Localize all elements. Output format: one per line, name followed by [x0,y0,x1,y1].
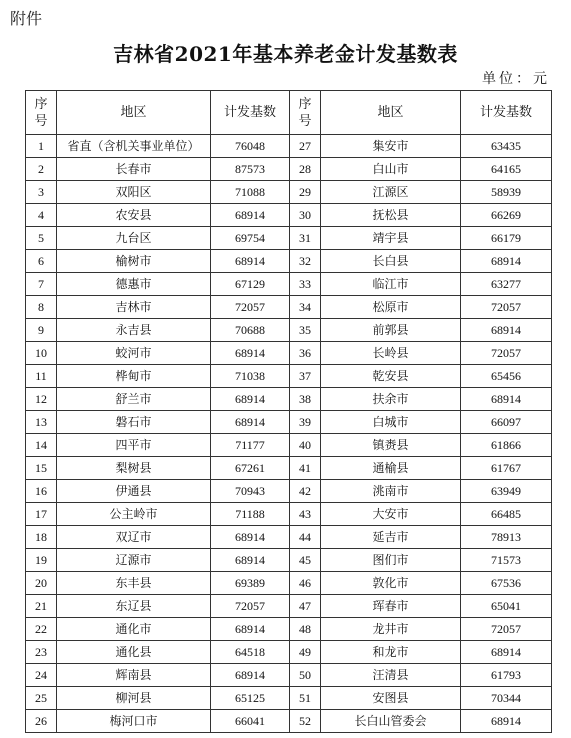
table-row [26,296,552,319]
table-row [26,204,552,227]
base-cell: 63949 [461,480,552,503]
base-header-left: 计发基数 [211,91,290,135]
base-cell: 69754 [211,227,290,250]
region-cell: 辉南县 [57,664,211,687]
table-row [26,434,552,457]
seq-cell: 16 [26,480,57,503]
base-cell: 68914 [461,250,552,273]
seq-cell: 13 [26,411,57,434]
seq-cell: 45 [290,549,321,572]
seq-cell: 51 [290,687,321,710]
region-cell: 吉林市 [57,296,211,319]
region-cell: 汪清县 [321,664,461,687]
base-cell: 68914 [461,641,552,664]
table-row [26,250,552,273]
region-cell: 梅河口市 [57,710,211,733]
region-cell: 桦甸市 [57,365,211,388]
seq-cell: 46 [290,572,321,595]
seq-cell: 42 [290,480,321,503]
base-cell: 68914 [211,618,290,641]
base-cell: 64165 [461,158,552,181]
document-title: 吉林省2021年基本养老金计发基数表 [113,42,458,66]
table-row [26,273,552,296]
base-cell: 64518 [211,641,290,664]
base-cell: 69389 [211,572,290,595]
region-cell: 通化县 [57,641,211,664]
region-cell: 长春市 [57,158,211,181]
attachment-label: 附件 [10,9,43,28]
base-cell: 72057 [211,296,290,319]
base-cell: 67129 [211,273,290,296]
seq-cell: 52 [290,710,321,733]
base-cell: 71038 [211,365,290,388]
base-cell: 65041 [461,595,552,618]
base-cell: 65125 [211,687,290,710]
base-cell: 78913 [461,526,552,549]
region-cell: 蛟河市 [57,342,211,365]
seq-cell: 24 [26,664,57,687]
base-cell: 70943 [211,480,290,503]
seq-cell: 41 [290,457,321,480]
table-body [26,135,552,733]
base-cell: 68914 [211,342,290,365]
base-cell: 87573 [211,158,290,181]
region-cell: 抚松县 [321,204,461,227]
seq-cell: 26 [26,710,57,733]
region-cell: 白城市 [321,411,461,434]
seq-cell: 33 [290,273,321,296]
base-cell: 65456 [461,365,552,388]
region-cell: 图们市 [321,549,461,572]
base-cell: 58939 [461,181,552,204]
table-row [26,480,552,503]
table-row [26,181,552,204]
base-header-right: 计发基数 [461,91,552,135]
region-cell: 长岭县 [321,342,461,365]
region-cell: 临江市 [321,273,461,296]
seq-cell: 43 [290,503,321,526]
table-row [26,135,552,158]
seq-cell: 36 [290,342,321,365]
seq-cell: 48 [290,618,321,641]
base-cell: 61793 [461,664,552,687]
seq-cell: 20 [26,572,57,595]
table-row [26,664,552,687]
region-cell: 省直（含机关事业单位） [57,135,211,158]
region-cell: 集安市 [321,135,461,158]
seq-cell: 37 [290,365,321,388]
region-cell: 龙井市 [321,618,461,641]
region-cell: 九台区 [57,227,211,250]
base-cell: 66485 [461,503,552,526]
base-cell: 67536 [461,572,552,595]
unit-label: 单位：元 [482,71,550,87]
region-cell: 安图县 [321,687,461,710]
seq-cell: 40 [290,434,321,457]
seq-cell: 49 [290,641,321,664]
table-row [26,503,552,526]
base-cell: 66179 [461,227,552,250]
region-cell: 和龙市 [321,641,461,664]
region-cell: 靖宇县 [321,227,461,250]
seq-cell: 30 [290,204,321,227]
base-cell: 68914 [211,204,290,227]
base-cell: 72057 [461,342,552,365]
region-header-left: 地区 [57,91,211,135]
seq-cell: 35 [290,319,321,342]
region-cell: 农安县 [57,204,211,227]
base-cell: 71188 [211,503,290,526]
seq-cell: 1 [26,135,57,158]
table-row [26,457,552,480]
region-cell: 公主岭市 [57,503,211,526]
seq-cell: 47 [290,595,321,618]
region-cell: 伊通县 [57,480,211,503]
region-header-right: 地区 [321,91,461,135]
seq-header-left [26,91,57,135]
base-cell: 71573 [461,549,552,572]
seq-cell: 7 [26,273,57,296]
base-cell: 68914 [211,526,290,549]
region-cell: 乾安县 [321,365,461,388]
table-row [26,342,552,365]
table-header-row [26,91,552,135]
table-row [26,618,552,641]
seq-cell: 19 [26,549,57,572]
region-cell: 辽源市 [57,549,211,572]
base-cell: 68914 [461,319,552,342]
seq-cell: 22 [26,618,57,641]
region-cell: 通榆县 [321,457,461,480]
region-cell: 东丰县 [57,572,211,595]
region-cell: 德惠市 [57,273,211,296]
base-cell: 66041 [211,710,290,733]
base-cell: 66269 [461,204,552,227]
seq-header-line2: 号 [34,113,48,129]
region-cell: 榆树市 [57,250,211,273]
table-row [26,158,552,181]
region-cell: 梨树县 [57,457,211,480]
seq-cell: 44 [290,526,321,549]
base-cell: 70688 [211,319,290,342]
seq-cell: 15 [26,457,57,480]
seq-cell: 17 [26,503,57,526]
region-cell: 长白县 [321,250,461,273]
table-row [26,319,552,342]
table-row [26,687,552,710]
seq-cell: 25 [26,687,57,710]
table-row [26,549,552,572]
region-cell: 双阳区 [57,181,211,204]
base-cell: 61767 [461,457,552,480]
region-cell: 通化市 [57,618,211,641]
table-row [26,641,552,664]
base-cell: 76048 [211,135,290,158]
region-cell: 永吉县 [57,319,211,342]
seq-cell: 31 [290,227,321,250]
base-cell: 63435 [461,135,552,158]
region-cell: 洮南市 [321,480,461,503]
base-cell: 68914 [211,549,290,572]
region-cell: 四平市 [57,434,211,457]
region-cell: 扶余市 [321,388,461,411]
seq-cell: 3 [26,181,57,204]
seq-cell: 6 [26,250,57,273]
base-cell: 68914 [461,388,552,411]
seq-cell: 5 [26,227,57,250]
seq-cell: 8 [26,296,57,319]
base-cell: 68914 [211,250,290,273]
seq-cell: 34 [290,296,321,319]
region-cell: 磐石市 [57,411,211,434]
pension-base-table [25,90,552,733]
region-cell: 双辽市 [57,526,211,549]
base-cell: 68914 [211,664,290,687]
seq-cell: 38 [290,388,321,411]
seq-cell: 11 [26,365,57,388]
table-row [26,365,552,388]
base-cell: 71088 [211,181,290,204]
base-cell: 68914 [211,411,290,434]
table-row [26,227,552,250]
seq-cell: 50 [290,664,321,687]
base-cell: 72057 [211,595,290,618]
seq-header-line1: 序 [298,96,312,112]
region-cell: 延吉市 [321,526,461,549]
base-cell: 66097 [461,411,552,434]
region-cell: 长白山管委会 [321,710,461,733]
base-cell: 72057 [461,618,552,641]
table-row [26,388,552,411]
base-cell: 67261 [211,457,290,480]
seq-cell: 2 [26,158,57,181]
seq-cell: 27 [290,135,321,158]
base-cell: 68914 [211,388,290,411]
base-cell: 71177 [211,434,290,457]
table-row [26,710,552,733]
region-cell: 柳河县 [57,687,211,710]
region-cell: 前郭县 [321,319,461,342]
base-cell: 63277 [461,273,552,296]
seq-cell: 23 [26,641,57,664]
region-cell: 白山市 [321,158,461,181]
seq-cell: 4 [26,204,57,227]
region-cell: 舒兰市 [57,388,211,411]
seq-cell: 29 [290,181,321,204]
seq-cell: 9 [26,319,57,342]
seq-header-right [290,91,321,135]
region-cell: 敦化市 [321,572,461,595]
base-cell: 70344 [461,687,552,710]
seq-cell: 10 [26,342,57,365]
table-row [26,526,552,549]
seq-cell: 32 [290,250,321,273]
seq-header-line2: 号 [298,113,312,129]
base-cell: 72057 [461,296,552,319]
table-row [26,595,552,618]
seq-cell: 12 [26,388,57,411]
seq-cell: 28 [290,158,321,181]
base-cell: 68914 [461,710,552,733]
region-cell: 大安市 [321,503,461,526]
base-cell: 61866 [461,434,552,457]
region-cell: 镇赉县 [321,434,461,457]
table-row [26,411,552,434]
region-cell: 松原市 [321,296,461,319]
table-row [26,572,552,595]
seq-cell: 21 [26,595,57,618]
seq-cell: 39 [290,411,321,434]
seq-cell: 14 [26,434,57,457]
region-cell: 东辽县 [57,595,211,618]
region-cell: 江源区 [321,181,461,204]
seq-cell: 18 [26,526,57,549]
region-cell: 珲春市 [321,595,461,618]
seq-header-line1: 序 [34,96,48,112]
